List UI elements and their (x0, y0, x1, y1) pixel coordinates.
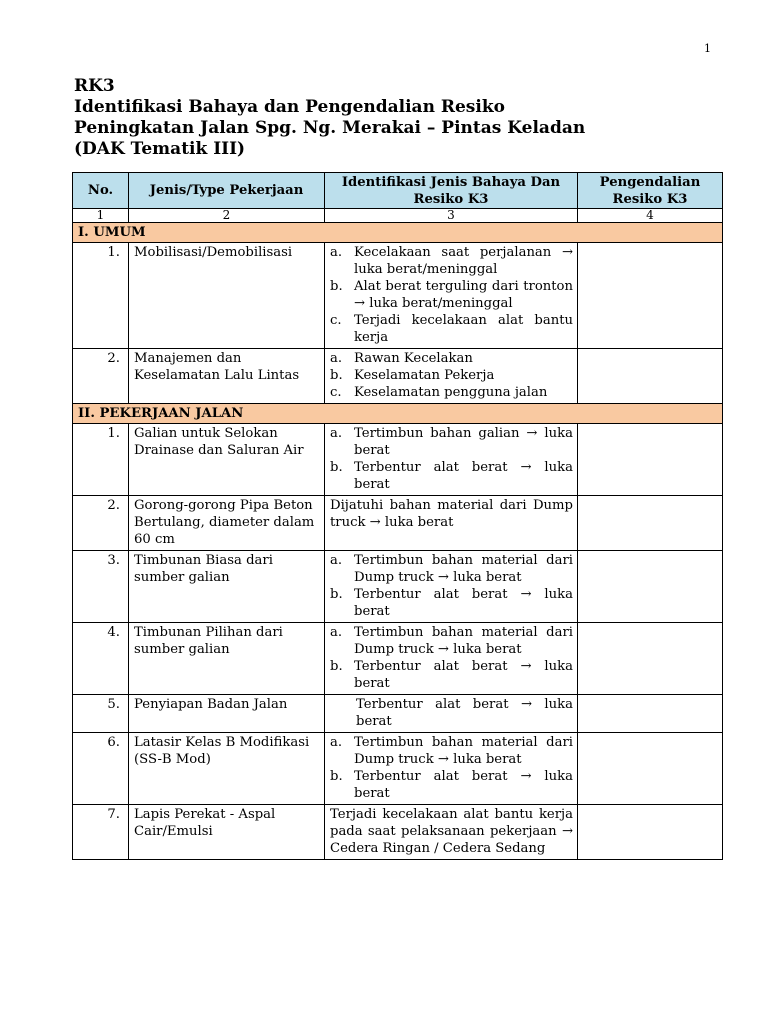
hazard-text: Terbentur alat berat → luka berat (354, 460, 573, 492)
hazard-item (330, 768, 573, 802)
job-cell: Timbunan Biasa dari sumber galian (129, 551, 325, 623)
hazard-text: Tertimbun bahan material dari Dump truck → luka berat (354, 625, 573, 657)
control-cell (578, 243, 723, 349)
control-cell (578, 805, 723, 860)
hazard-text: Tertimbun bahan material dari Dump truck → luka berat (354, 735, 573, 767)
hazard-cell: Terjadi kecelakaan alat bantu kerja pada saat pelaksanaan pekerjaan → Cedera Ringan / Cedera Sedang (325, 805, 578, 860)
page-number: 1 (704, 42, 711, 55)
table-row (73, 424, 723, 496)
hazard-text: Kecelakaan saat perjalanan → luka berat/meninggal (354, 245, 573, 277)
control-cell (578, 623, 723, 695)
job-cell: Timbunan Pilihan dari sumber galian (129, 623, 325, 695)
hazard-item (330, 552, 573, 586)
index-row (73, 209, 723, 223)
hazard-text: Keselamatan pengguna jalan (354, 385, 548, 400)
section-row (73, 223, 723, 243)
control-cell (578, 695, 723, 733)
hazard-text: Terbentur alat berat → luka berat (356, 697, 573, 729)
hazard-marker: b. (330, 587, 343, 602)
hazard-item (330, 278, 573, 312)
risk-table (72, 172, 723, 860)
hazard-text: Alat berat terguling dari tronton → luka berat/meninggal (354, 279, 573, 311)
title-line-1: RK3 (74, 76, 115, 96)
job-cell: Galian untuk Selokan Drainase dan Saluran Air (129, 424, 325, 496)
row-number: 6. (73, 733, 129, 805)
job-cell: Gorong-gorong Pipa Beton Bertulang, diameter dalam 60 cm (129, 496, 325, 551)
header-job: Jenis/Type Pekerjaan (129, 173, 325, 209)
hazard-marker: b. (330, 279, 343, 294)
job-cell: Manajemen dan Keselamatan Lalu Lintas (129, 349, 325, 404)
job-cell: Latasir Kelas B Modifikasi (SS-B Mod) (129, 733, 325, 805)
hazard-cell (325, 623, 578, 695)
hazard-marker: b. (330, 368, 343, 383)
hazard-item (330, 658, 573, 692)
hazard-marker: a. (330, 351, 343, 366)
table-row (73, 349, 723, 404)
hazard-item (330, 624, 573, 658)
index-cell: 1 (73, 209, 129, 223)
hazard-marker: c. (330, 385, 342, 400)
hazard-cell (325, 349, 578, 404)
title-line-4: (DAK Tematik III) (74, 139, 246, 159)
row-number: 1. (73, 424, 129, 496)
control-cell (578, 551, 723, 623)
header-no: No. (73, 173, 129, 209)
header-row (73, 173, 723, 209)
index-cell: 4 (578, 209, 723, 223)
section-row (73, 404, 723, 424)
hazard-item (330, 586, 573, 620)
section-title: I. UMUM (73, 223, 723, 243)
hazard-cell: Dijatuhi bahan material dari Dump truck → luka berat (325, 496, 578, 551)
job-cell: Lapis Perekat - Aspal Cair/Emulsi (129, 805, 325, 860)
hazard-text: Terbentur alat berat → luka berat (354, 659, 573, 691)
table-row (73, 695, 723, 733)
row-number: 5. (73, 695, 129, 733)
row-number: 4. (73, 623, 129, 695)
hazard-item (330, 367, 573, 384)
row-number: 1. (73, 243, 129, 349)
hazard-marker: b. (330, 460, 343, 475)
job-cell: Mobilisasi/Demobilisasi (129, 243, 325, 349)
index-cell: 3 (325, 209, 578, 223)
document-title (74, 76, 585, 160)
section-title: II. PEKERJAAN JALAN (73, 404, 723, 424)
control-cell (578, 349, 723, 404)
hazard-text: Terbentur alat berat → luka berat (354, 587, 573, 619)
header-control: Pengendalian Resiko K3 (578, 173, 723, 209)
hazard-item (330, 244, 573, 278)
hazard-text: Tertimbun bahan galian → luka berat (354, 426, 573, 458)
job-cell: Penyiapan Badan Jalan (129, 695, 325, 733)
hazard-marker: a. (330, 735, 343, 750)
hazard-marker: a. (330, 426, 343, 441)
hazard-item (330, 734, 573, 768)
hazard-text: Keselamatan Pekerja (354, 368, 495, 383)
control-cell (578, 733, 723, 805)
hazard-marker: a. (330, 245, 343, 260)
hazard-cell (325, 424, 578, 496)
hazard-cell (325, 733, 578, 805)
index-cell: 2 (129, 209, 325, 223)
hazard-text: Tertimbun bahan material dari Dump truck → luka berat (354, 553, 573, 585)
hazard-text: Rawan Kecelakan (354, 351, 473, 366)
title-line-3: Peningkatan Jalan Spg. Ng. Merakai – Pintas Keladan (74, 118, 586, 138)
hazard-marker: a. (330, 625, 343, 640)
hazard-item (330, 312, 573, 346)
title-line-2: Identifikasi Bahaya dan Pengendalian Resiko (74, 97, 505, 117)
table-row (73, 551, 723, 623)
table-row (73, 496, 723, 551)
hazard-item (330, 384, 573, 401)
header-hazard: Identifikasi Jenis Bahaya Dan Resiko K3 (325, 173, 578, 209)
table-row (73, 243, 723, 349)
hazard-cell (325, 243, 578, 349)
hazard-marker: b. (330, 769, 343, 784)
table-row (73, 805, 723, 860)
control-cell (578, 424, 723, 496)
hazard-text: Terjadi kecelakaan alat bantu kerja (354, 313, 573, 345)
control-cell (578, 496, 723, 551)
row-number: 3. (73, 551, 129, 623)
hazard-marker: b. (330, 659, 343, 674)
hazard-cell (325, 695, 578, 733)
hazard-cell (325, 551, 578, 623)
row-number: 2. (73, 496, 129, 551)
row-number: 7. (73, 805, 129, 860)
row-number: 2. (73, 349, 129, 404)
hazard-marker: a. (330, 553, 343, 568)
hazard-text: Terbentur alat berat → luka berat (354, 769, 573, 801)
table-row (73, 623, 723, 695)
hazard-item (330, 350, 573, 367)
hazard-item (330, 459, 573, 493)
hazard-item (330, 425, 573, 459)
hazard-marker: c. (330, 313, 342, 328)
table-row (73, 733, 723, 805)
